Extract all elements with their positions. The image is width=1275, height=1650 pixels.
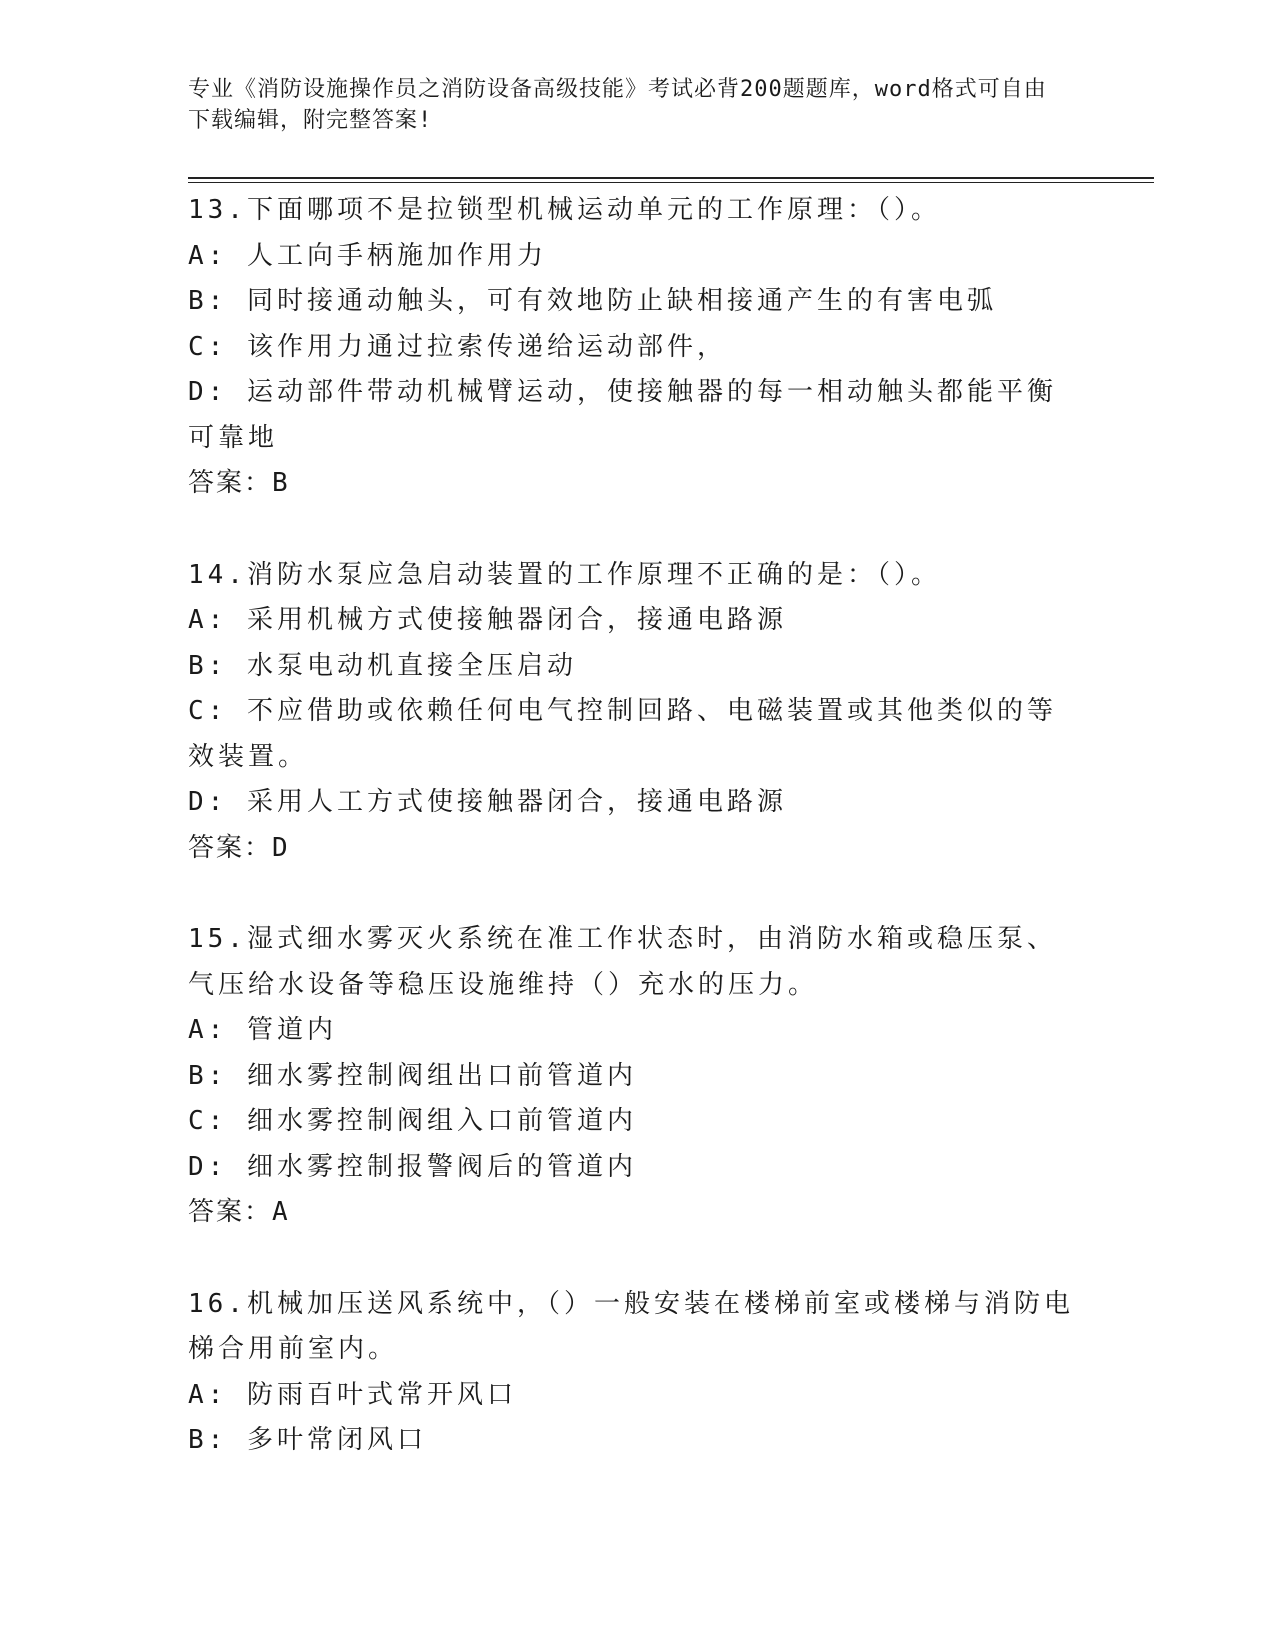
question-stem: 14.消防水泵应急启动装置的工作原理不正确的是：（）。 xyxy=(188,559,941,590)
option-a: A: 防雨百叶式常开风口 xyxy=(188,1379,517,1410)
answer: 答案：A xyxy=(188,1197,290,1227)
option-a: A: 管道内 xyxy=(188,1015,337,1045)
option-d: D: 采用人工方式使接触器闭合，接通电路源 xyxy=(188,787,787,817)
answer: 答案：D xyxy=(188,832,290,863)
option-a: A: 人工向手柄施加作用力 xyxy=(188,240,547,271)
answer: 答案：B xyxy=(188,468,290,498)
question-stem: 16.机械加压送风系统中，（）一般安装在楼梯前室或楼梯与消防电梯合用前室内。 xyxy=(188,1288,1074,1364)
header-divider xyxy=(188,177,1154,179)
document-header: 专业《消防设施操作员之消防设备高级技能》考试必背200题题库，word格式可自由下载编辑，附完整答案! xyxy=(188,77,1047,133)
option-a: A: 采用机械方式使接触器闭合，接通电路源 xyxy=(188,605,787,635)
option-b: B: 水泵电动机直接全压启动 xyxy=(188,650,577,681)
option-b: B: 同时接通动触头，可有效地防止缺相接通产生的有害电弧 xyxy=(188,286,997,316)
question-13 xyxy=(188,188,1078,507)
option-d: D: 细水雾控制报警阀后的管道内 xyxy=(188,1151,637,1182)
question-stem: 13.下面哪项不是拉锁型机械运动单元的工作原理：（）。 xyxy=(188,195,941,225)
option-d: D: 运动部件带动机械臂运动，使接触器的每一相动触头都能平衡可靠地 xyxy=(188,377,1057,453)
option-c: C: 细水雾控制阀组入口前管道内 xyxy=(188,1106,637,1136)
option-c: C: 不应借助或依赖任何电气控制回路、电磁装置或其他类似的等效装置。 xyxy=(188,696,1057,772)
question-stem: 15.湿式细水雾灭火系统在准工作状态时，由消防水箱或稳压泵、气压给水设备等稳压设施维持（）充水的压力。 xyxy=(188,924,1057,1000)
header-divider-thin xyxy=(188,182,1154,183)
question-16 xyxy=(188,1282,1078,1464)
question-14 xyxy=(188,553,1078,872)
option-b: B: 多叶常闭风口 xyxy=(188,1425,427,1455)
question-15 xyxy=(188,917,1078,1236)
question-list xyxy=(188,188,1078,1464)
option-c: C: 该作用力通过拉索传递给运动部件， xyxy=(188,331,727,362)
option-b: B: 细水雾控制阀组出口前管道内 xyxy=(188,1060,637,1091)
